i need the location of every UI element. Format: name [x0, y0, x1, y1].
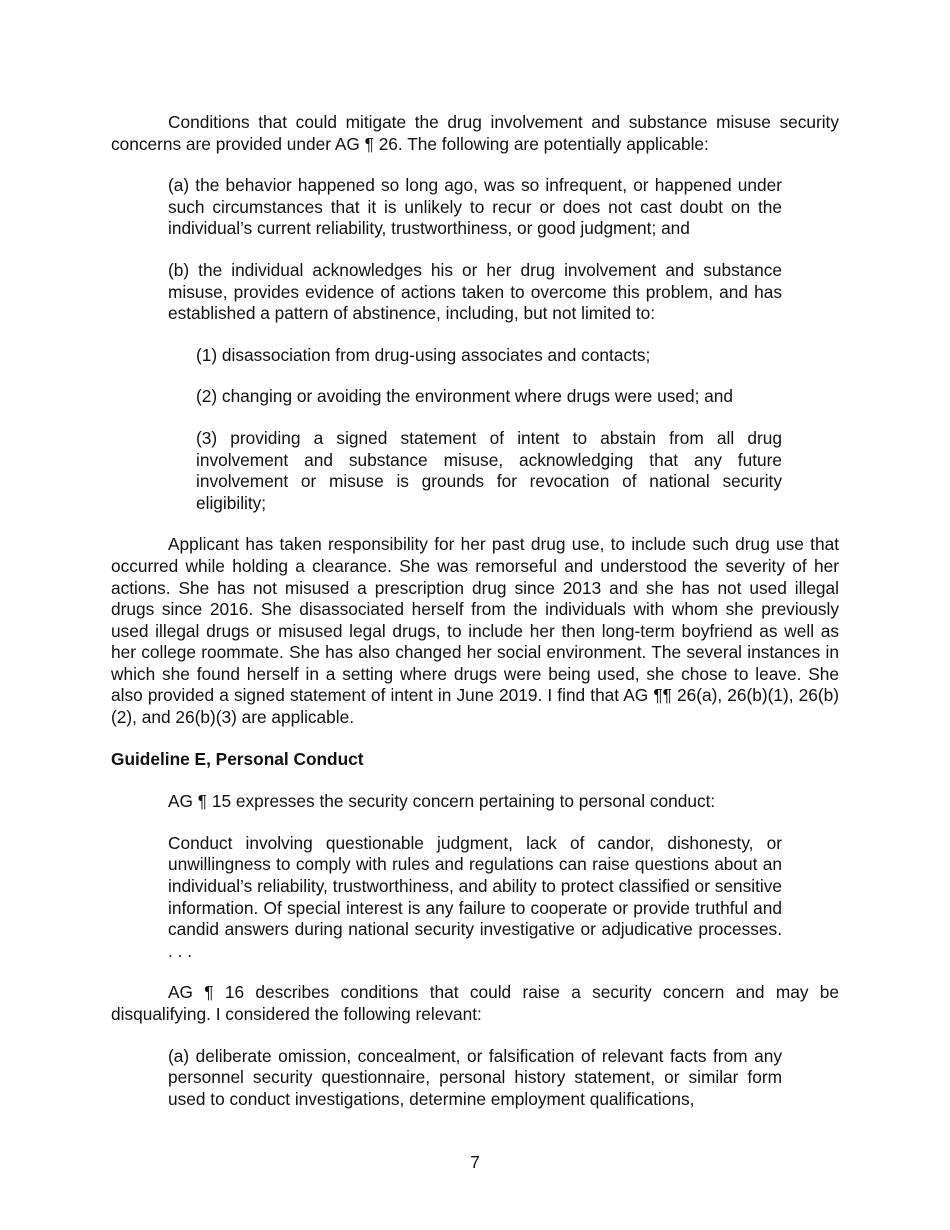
paragraph-ag15-intro: AG ¶ 15 expresses the security concern pertaining to personal conduct:: [168, 791, 716, 812]
paragraph-applicant-analysis: Applicant has taken responsibility for her past drug use, to include such drug use that occurred while holding a clearance. She was remorseful and understood the severity of her actions. She has not misused a prescription drug since 2013 and she has not used illegal drugs since 2016. She disassociated herself from the individuals with whom she previously used illegal drugs or misused legal drugs, to include her then long-term boyfriend as well as her college roommate. She has also changed her social environment. The several instances in which she found herself in a setting where drugs were being used, she chose to leave. She also provided a signed statement of intent in June 2019. I find that AG ¶¶ 26(a), 26(b)(1), 26(b)(2), and 26(b)(3) are applicable.: [111, 534, 839, 728]
quote-condition-a: (a) the behavior happened so long ago, was so infrequent, or happened under such circumstances that it is unlikely to recur or does not cast doubt on the individual’s current reliability, trustworthiness, or good judgment; and: [168, 175, 782, 239]
quote-condition-16a: (a) deliberate omission, concealment, or falsification of relevant facts from any personnel security questionnaire, personal history statement, or similar form used to conduct investigations, determine employment qualifications,: [168, 1045, 782, 1109]
quote-condition-b1: (1) disassociation from drug-using associates and contacts;: [196, 344, 651, 365]
quote-personal-conduct-concern: Conduct involving questionable judgment, lack of candor, dishonesty, or unwillingness to comply with rules and regulations can raise questions about an individual’s reliability, trustworthiness, and ability to protect classified or sensitive information. Of special interest is any failure to cooperate or provide truthful and candid answers during national security investigative or adjudicative processes. . . .: [168, 832, 782, 961]
quote-condition-b: (b) the individual acknowledges his or her drug involvement and substance misuse, provides evidence of actions taken to overcome this problem, and has established a pattern of abstinence, including, but not limited to:: [168, 259, 782, 324]
quote-condition-b2: (2) changing or avoiding the environment where drugs were used; and: [196, 386, 734, 407]
document-body: [111, 112, 839, 1130]
section-heading-guideline-e: Guideline E, Personal Conduct: [111, 748, 364, 769]
page-number: 7: [470, 1152, 480, 1172]
quote-condition-b3: (3) providing a signed statement of intent to abstain from all drug involvement and substance misuse, acknowledging that any future involvement or misuse is grounds for revocation of national security eligibility;: [196, 427, 782, 513]
paragraph-mitigating-conditions-intro: Conditions that could mitigate the drug involvement and substance misuse security concerns are provided under AG ¶ 26. The following are potentially applicable:: [111, 112, 839, 154]
paragraph-ag16-intro: AG ¶ 16 describes conditions that could raise a security concern and may be disqualifying. I considered the following relevant:: [111, 982, 839, 1024]
